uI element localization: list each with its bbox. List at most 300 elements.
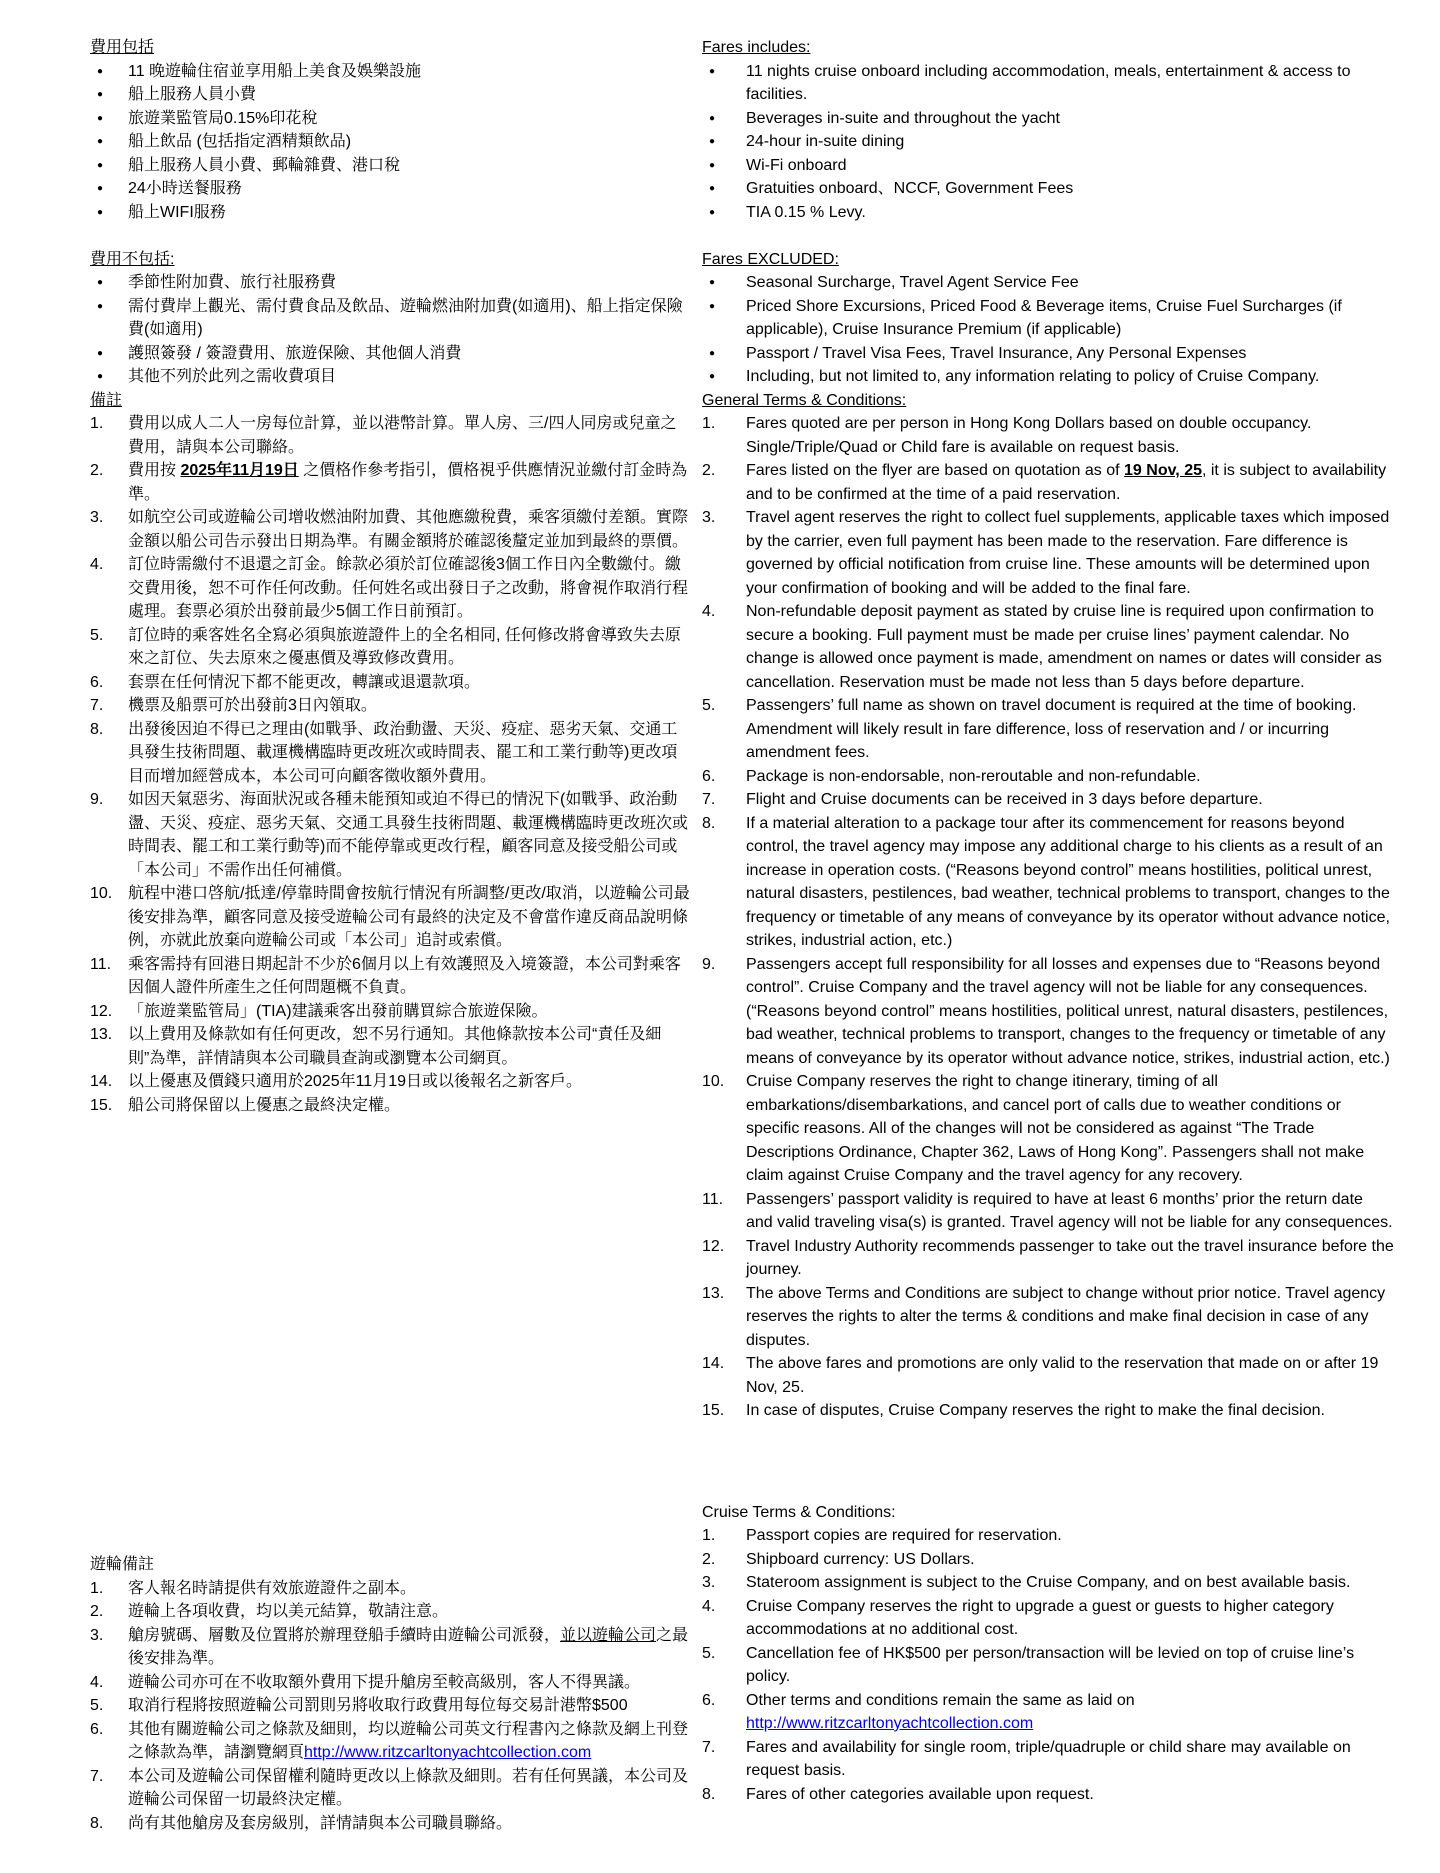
list-item xyxy=(90,201,692,225)
text-segment: 船上服務人員小費 xyxy=(128,86,257,103)
text-segment: 19 Nov, 25 xyxy=(1124,462,1202,479)
bullet-icon: ● xyxy=(97,65,104,77)
bullet-icon: ● xyxy=(97,183,104,194)
section-heading-text: Fares includes: xyxy=(702,39,811,56)
list-item xyxy=(702,600,1394,694)
list-item-text xyxy=(128,154,692,178)
list-number: 7. xyxy=(702,1738,716,1756)
text-segment: Seasonal Surcharge, Travel Agent Service Fee xyxy=(746,274,1079,291)
list-item xyxy=(702,107,1394,131)
text-segment: The above Terms and Conditions are subject to change without prior notice. Travel agency reserves the rights to alter the terms & conditions and make final decision in case of any disputes. xyxy=(746,1284,1390,1349)
text-segment: Fares of other categories available upon request. xyxy=(746,1785,1094,1803)
bullet-icon: ● xyxy=(97,277,104,288)
section-fares-includes xyxy=(702,36,1394,224)
bullet-icon: ● xyxy=(709,300,716,312)
list-item xyxy=(702,271,1394,295)
text-segment: 訂位時需繳付不退還之訂金。餘款必須於訂位確認後3個工作日內全數繳付。繳交費用後，恕不可作任何改動。任何姓名或出發日子之改動，將會視作取消行程處理。套票必須於出發前最少5個工作日前預訂。 xyxy=(128,556,689,620)
list-item-text xyxy=(128,553,692,624)
list-number: 4. xyxy=(702,603,716,620)
list-item-text xyxy=(746,1282,1394,1353)
list-item-text xyxy=(746,154,1394,178)
text-segment: Package is non-endorsable, non-reroutable and non-refundable. xyxy=(746,767,1201,785)
text-segment: 船公司將保留以上優惠之最終決定權。 xyxy=(128,1096,401,1114)
list-number: 12. xyxy=(702,1237,725,1255)
text-segment: Travel agent reserves the right to collect fuel supplements, applicable taxes which imposed by the carrier, even full payment has been made to the reservation. Fare difference is governed by official notification from cruise line. These amounts will be determined upon your confirmation of booking and will be added to the final fare. xyxy=(746,509,1394,597)
text-segment: Passport / Travel Visa Fees, Travel Insurance, Any Personal Expenses xyxy=(746,344,1247,362)
list-item-text xyxy=(128,107,692,131)
text-segment: If a material alteration to a package tour after its commencement for reasons beyond control, the travel agency may impose any additional charge to his clients as a result of an increase in operation costs. (“Reasons beyond control” means hostilities, political unrest, natural disasters, pestilences, bad weather, technical problems to transport, changes to the frequency or timetable of any means of conveyance by its operator without advance notice, strikes, industrial action, etc.) xyxy=(746,814,1395,949)
text-segment: 並以遊輪公司 xyxy=(560,1626,657,1644)
list-number: 4. xyxy=(90,556,104,573)
text-segment: 費用以成人二人一房每位計算，並以港幣計算。單人房、三/四人同房或兒童之費用，請與本公司聯絡。 xyxy=(128,415,677,456)
list-item xyxy=(90,1718,692,1765)
text-segment: Gratuities onboard、NCCF, Government Fees xyxy=(746,180,1074,197)
text-segment: 乘客需持有回港日期起計不少於6個月以上有效護照及入境簽證，本公司對乘客因個人證件所產生之任何問題概不負責。 xyxy=(128,955,681,996)
list-number: 2. xyxy=(702,462,716,479)
list-item xyxy=(702,177,1394,201)
list-item xyxy=(90,624,692,671)
text-segment: 船上WIFI服務 xyxy=(128,203,226,221)
list-item xyxy=(90,107,692,131)
list-item xyxy=(702,506,1394,600)
text-segment: 「旅遊業監管局」(TIA)建議乘客出發前購買綜合旅遊保險。 xyxy=(128,1002,548,1020)
text-segment: 旅遊業監管局0.15%印花稅 xyxy=(128,109,318,127)
list-item xyxy=(702,1642,1394,1689)
text-segment: Priced Shore Excursions, Priced Food & Beverage items, Cruise Fuel Surcharges (if applicable), Cruise Insurance Premium (if applicable) xyxy=(746,297,1347,338)
list-item xyxy=(90,882,692,953)
list-item xyxy=(90,1600,692,1624)
list-item xyxy=(90,788,692,882)
text-segment: Passengers’ passport validity is required to have at least 6 months’ prior the return date and valid traveling visa(s) is granted. Travel agency will not be liable for any consequences. xyxy=(746,1190,1393,1231)
text-segment: 2025年11月19日 xyxy=(180,462,299,479)
list-number: 4. xyxy=(702,1597,716,1615)
list-item xyxy=(90,130,692,154)
text-segment: 之最後安排為準。 xyxy=(128,1626,689,1667)
list-item xyxy=(702,788,1394,812)
text-segment: 遊輪上各項收費，均以美元結算，敬請注意。 xyxy=(128,1603,449,1620)
list-number: 8. xyxy=(702,814,716,832)
text-segment: Other terms and conditions remain the same as laid on xyxy=(746,1691,1140,1709)
list-number: 5. xyxy=(702,1644,716,1662)
section-heading-text: 遊輪備註 xyxy=(90,1556,155,1573)
list-item-text xyxy=(128,1577,692,1601)
list-item xyxy=(90,1577,692,1601)
list-item-text xyxy=(746,177,1394,201)
text-segment: TIA 0.15 % Levy. xyxy=(746,203,866,221)
bullet-icon: ● xyxy=(709,65,716,77)
list-number: 5. xyxy=(90,626,104,644)
list-item-text xyxy=(128,1070,692,1094)
list-number: 9. xyxy=(702,955,716,973)
list-item xyxy=(702,459,1394,506)
text-segment: 之價格作參考指引，價格視乎供應情況並繳付訂金時為準。 xyxy=(128,462,688,503)
list-item-text xyxy=(128,201,692,225)
text-segment: 船上服務人員小費、郵輪雜費、港口稅 xyxy=(128,156,401,174)
list-number: 15. xyxy=(702,1402,725,1419)
text-segment: Flight and Cruise documents can be received in 3 days before departure. xyxy=(746,791,1263,808)
list-item-text xyxy=(746,295,1394,342)
list-item xyxy=(702,130,1394,154)
text-segment: Cruise Company reserves the right to change itinerary, timing of all embarkations/disembarkations, and cancel port of calls due to weather conditions or specific reasons. All of the changes will not be considered as against “The Trade Descriptions Ordinance, Chapter 362, Laws of Hong Kong”. Passengers shall not make claim against Cruise Company and the travel agency for any recovery. xyxy=(746,1073,1369,1184)
list-item-text xyxy=(746,107,1394,131)
list-item-text xyxy=(746,506,1394,600)
list-item xyxy=(90,1765,692,1812)
list-item xyxy=(702,201,1394,225)
list-item xyxy=(90,365,692,389)
text-segment: Beverages in-suite and throughout the yacht xyxy=(746,109,1060,127)
list-item xyxy=(90,295,692,342)
list-item xyxy=(702,1595,1394,1642)
text-segment: 以上優惠及價錢只適用於2025年11月19日或以後報名之新客戶。 xyxy=(128,1073,583,1090)
list-item xyxy=(90,459,692,506)
list-number: 3. xyxy=(90,509,104,526)
text-segment: 24小時送餐服務 xyxy=(128,180,242,197)
list-item-text xyxy=(746,694,1394,765)
section-cruise-terms xyxy=(702,1501,1394,1807)
list-item xyxy=(702,412,1394,459)
list-item xyxy=(702,154,1394,178)
list-item-text xyxy=(128,342,692,366)
section-heading-text: General Terms & Conditions: xyxy=(702,391,907,409)
list-item-text xyxy=(746,1070,1394,1188)
text-segment: 如航空公司或遊輪公司增收燃油附加費、其他應繳稅費，乘客須繳付差額。實際金額以船公司告示發出日期為準。有關金額將於確認後釐定並加到最終的票價。 xyxy=(128,509,689,550)
list-item xyxy=(702,694,1394,765)
text-segment: Passengers accept full responsibility for all losses and expenses due to “Reasons beyond control”. Cruise Company and the travel agency will not be liable for any consequences. (“Reasons beyond control” means hostilities, political unrest, natural disasters, pestilences, bad weather, technical problems to transport, changes to the frequency or timetable of any means of conveyance by its operator without advance notice, strikes, industrial action, etc.) xyxy=(746,955,1393,1067)
section-heading-cruise-notes xyxy=(90,1553,692,1577)
text-segment: 11 晚遊輪住宿並享用船上美食及娛樂設施 xyxy=(128,62,422,80)
list-item-text xyxy=(746,459,1394,506)
list-item xyxy=(702,1736,1394,1783)
list-item-text xyxy=(746,1548,1394,1572)
list-item xyxy=(702,1352,1394,1399)
list-item xyxy=(90,154,692,178)
list-item xyxy=(90,1023,692,1070)
bullet-icon: ● xyxy=(97,136,104,147)
list-item-text xyxy=(746,1783,1394,1807)
list-number: 7. xyxy=(702,791,716,808)
text-segment: 訂位時的乘客姓名全寫必須與旅遊證件上的全名相同, 任何修改將會導致失去原來之訂位、失去原來之優惠價及導致修改費用。 xyxy=(128,626,681,667)
list-item-text xyxy=(128,459,692,506)
text-segment: 其他不列於此列之需收費項目 xyxy=(128,368,337,385)
list-number: 8. xyxy=(90,1814,104,1832)
section-heading-cruise-terms xyxy=(702,1501,1394,1525)
list-number: 14. xyxy=(702,1355,725,1372)
text-segment: 季節性附加費、旅行社服務費 xyxy=(128,274,337,291)
section-heading-fares-includes xyxy=(702,36,1394,60)
list-item xyxy=(90,506,692,553)
list-number: 2. xyxy=(90,1603,104,1620)
list-item xyxy=(90,83,692,107)
list-item-text xyxy=(128,671,692,695)
section-heading-text: 費用不包括: xyxy=(90,250,175,268)
list-item-text xyxy=(128,506,692,553)
text-segment: Cruise Company reserves the right to upgrade a guest or guests to higher category accommodations at no additional cost. xyxy=(746,1597,1339,1638)
text-segment: The above fares and promotions are only valid to the reservation that made on or after 19 Nov, 25. xyxy=(746,1355,1383,1396)
list-item xyxy=(702,1399,1394,1423)
bullet-icon: ● xyxy=(709,277,716,288)
list-item-text xyxy=(746,812,1394,953)
section-heading-text: Cruise Terms & Conditions: xyxy=(702,1503,896,1521)
list-item-text xyxy=(746,1571,1394,1595)
list-item-text xyxy=(746,1689,1394,1736)
bullet-icon: ● xyxy=(709,183,716,194)
section-heading-fees-excluded xyxy=(90,248,692,272)
list-item-text xyxy=(746,365,1394,389)
list-number: 11. xyxy=(702,1190,724,1208)
section-remarks xyxy=(90,389,692,1118)
section-general-terms xyxy=(702,389,1399,1423)
list-item-text xyxy=(128,271,692,295)
text-segment: 需付費岸上觀光、需付費食品及飲品、遊輪燃油附加費(如適用)、船上指定保險費(如適用) xyxy=(128,297,683,338)
list-item-text xyxy=(746,130,1394,154)
terms-url-link[interactable]: http://www.ritzcarltonyachtcollection.com xyxy=(746,1715,1034,1732)
section-heading-text: 費用包括 xyxy=(90,39,155,56)
list-item xyxy=(90,1094,692,1118)
list-item-text xyxy=(746,1235,1399,1282)
bullet-icon: ● xyxy=(709,347,716,359)
english-terms-column xyxy=(702,36,1399,1806)
list-number: 10. xyxy=(90,885,113,902)
list-item xyxy=(702,1282,1394,1353)
bullet-icon: ● xyxy=(97,206,104,218)
text-segment: 尚有其他艙房及套房級別，詳情請與本公司職員聯絡。 xyxy=(128,1814,513,1832)
list-item xyxy=(90,342,692,366)
list-number: 6. xyxy=(702,1691,716,1709)
text-segment: 機票及船票可於出發前3日內領取。 xyxy=(128,697,377,714)
list-item xyxy=(90,1671,692,1695)
text-segment: Fares quoted are per person in Hong Kong Dollars based on double occupancy. Single/Triple/Quad or Child fare is available on request basis. xyxy=(746,415,1316,456)
list-number: 12. xyxy=(90,1002,113,1020)
text-segment: 出發後因迫不得已之理由(如戰爭、政治動盪、天災、疫症、惡劣天氣、交通工具發生技術問題、載運機構臨時更改班次或時間表、罷工和工業行動等)更改項目而增加經營成本，本公司可向顧客徵收額外費用。 xyxy=(128,720,678,785)
list-item xyxy=(702,765,1394,789)
list-item-text xyxy=(128,718,692,789)
list-item-text xyxy=(128,1765,692,1812)
text-segment: Travel Industry Authority recommends passenger to take out the travel insurance before the journey. xyxy=(746,1237,1399,1278)
list-number: 9. xyxy=(90,791,104,808)
list-number: 8. xyxy=(702,1785,716,1803)
text-segment: 航程中港口啓航/抵達/停靠時間會按航行情況有所調整/更改/取消，以遊輪公司最後安排為準，顧客同意及接受遊輪公司有最終的決定及不會當作違反商品說明條例，亦就此放棄向遊輪公司或「本公司」追討或索償。 xyxy=(128,885,690,949)
list-item xyxy=(90,718,692,789)
text-segment: 費用按 xyxy=(128,462,181,479)
list-item xyxy=(90,1812,692,1836)
section-heading-fares-excluded xyxy=(702,248,1394,272)
list-item-text xyxy=(128,1000,692,1024)
list-item-text xyxy=(128,1718,692,1765)
list-item xyxy=(702,342,1394,366)
list-item-text xyxy=(128,1812,692,1836)
text-segment: , it is subject to availability and to be confirmed at the time of a paid reservation. xyxy=(746,462,1391,503)
list-item-text xyxy=(746,1595,1394,1642)
section-heading-general-terms xyxy=(702,389,1394,413)
list-item xyxy=(90,1694,692,1718)
list-item-text xyxy=(746,1642,1394,1689)
text-segment: 客人報名時請提供有效旅遊證件之副本。 xyxy=(128,1579,417,1597)
list-item xyxy=(702,1235,1399,1282)
list-number: 7. xyxy=(90,697,104,714)
list-item-text xyxy=(746,1736,1394,1783)
list-item-text xyxy=(128,1694,692,1718)
list-item xyxy=(90,412,692,459)
list-item-text xyxy=(128,1094,692,1118)
text-segment: Fares and availability for single room, triple/quadruple or child share may available on request basis. xyxy=(746,1738,1356,1779)
list-item-text xyxy=(746,342,1394,366)
list-item-text xyxy=(746,1188,1394,1235)
list-number: 10. xyxy=(702,1073,725,1090)
list-item-text xyxy=(128,1624,692,1671)
list-number: 13. xyxy=(702,1284,725,1302)
list-number: 5. xyxy=(90,1697,104,1714)
list-item xyxy=(90,953,692,1000)
list-item-text xyxy=(128,1023,692,1070)
text-segment: 護照簽發 / 簽證費用、旅遊保險、其他個人消費 xyxy=(128,344,462,362)
bullet-icon: ● xyxy=(97,159,104,171)
list-item-text xyxy=(746,412,1394,459)
list-number: 11. xyxy=(90,955,112,973)
list-item xyxy=(702,1783,1394,1807)
text-segment: Fares listed on the flyer are based on quotation as of xyxy=(746,462,1125,479)
list-number: 6. xyxy=(90,1720,104,1738)
section-heading-text: 備註 xyxy=(90,391,123,409)
bullet-icon: ● xyxy=(709,371,716,382)
list-number: 1. xyxy=(702,415,716,432)
list-item-text xyxy=(746,1352,1394,1399)
bullet-icon: ● xyxy=(97,112,104,124)
list-item xyxy=(90,1070,692,1094)
list-item xyxy=(702,60,1394,107)
list-number: 5. xyxy=(702,697,716,714)
text-segment: 24-hour in-suite dining xyxy=(746,133,905,150)
list-number: 14. xyxy=(90,1073,113,1090)
list-number: 3. xyxy=(90,1626,104,1644)
list-item-text xyxy=(128,177,692,201)
text-segment: 取消行程將按照遊輪公司罰則另將收取行政費用每位每交易計港幣$500 xyxy=(128,1697,628,1714)
text-segment: 11 nights cruise onboard including accommodation, meals, entertainment & access to facilities. xyxy=(746,62,1355,103)
list-number: 4. xyxy=(90,1673,104,1691)
bullet-icon: ● xyxy=(709,206,716,218)
list-item xyxy=(702,812,1394,953)
list-item-text xyxy=(128,882,692,953)
list-item-text xyxy=(746,271,1394,295)
list-item-text xyxy=(128,1600,692,1624)
text-segment: Shipboard currency: US Dollars. xyxy=(746,1550,975,1568)
list-item xyxy=(702,1548,1394,1572)
list-item-text xyxy=(746,765,1394,789)
bullet-icon: ● xyxy=(709,112,716,124)
list-item xyxy=(90,671,692,695)
list-number: 7. xyxy=(90,1767,104,1785)
list-number: 8. xyxy=(90,720,104,738)
list-number: 2. xyxy=(90,462,104,479)
list-item xyxy=(702,953,1394,1071)
list-item-text xyxy=(128,130,692,154)
list-item xyxy=(702,365,1394,389)
text-segment: Wi-Fi onboard xyxy=(746,156,847,174)
list-item-text xyxy=(128,365,692,389)
list-item-text xyxy=(746,60,1394,107)
text-segment: 其他有關遊輪公司之條款及細則，均以遊輪公司英文行程書內之條款及網上刊登之條款為準，請瀏覽網頁 xyxy=(128,1720,689,1761)
list-number: 3. xyxy=(702,509,716,526)
text-segment: 如因天氣惡劣、海面狀況或各種未能預知或迫不得已的情況下(如戰爭、政治動盪、天災、疫症、惡劣天氣、交通工具發生技術問題、載運機構臨時更改班次或時間表、罷工和工業行動等)而不能停靠或更改行程，顧客同意及接受船公司或「本公司」不需作出任何補償。 xyxy=(128,791,689,879)
list-item-text xyxy=(746,600,1394,694)
section-fees-included xyxy=(90,36,692,224)
list-item-text xyxy=(128,412,692,459)
bullet-icon: ● xyxy=(709,136,716,147)
list-item-text xyxy=(746,1399,1394,1423)
text-segment: 本公司及遊輪公司保留權利隨時更改以上條款及細則。若有任何異議，本公司及遊輪公司保留一切最終決定權。 xyxy=(128,1767,689,1808)
list-item xyxy=(90,177,692,201)
bullet-icon: ● xyxy=(97,300,104,312)
list-item xyxy=(702,1188,1394,1235)
list-number: 3. xyxy=(702,1574,716,1591)
list-item xyxy=(90,553,692,624)
list-item xyxy=(702,1070,1394,1188)
bullet-icon: ● xyxy=(97,371,104,382)
list-item xyxy=(90,271,692,295)
list-item-text xyxy=(128,953,692,1000)
list-item-text xyxy=(128,624,692,671)
list-number: 15. xyxy=(90,1096,113,1114)
list-number: 1. xyxy=(90,415,104,432)
list-item-text xyxy=(128,60,692,84)
section-heading-text: Fares EXCLUDED: xyxy=(702,250,839,268)
bullet-icon: ● xyxy=(97,89,104,100)
list-item-text xyxy=(746,201,1394,225)
list-item xyxy=(702,295,1394,342)
list-item-text xyxy=(746,1524,1394,1548)
text-segment: 艙房號碼、層數及位置將於辦理登船手續時由遊輪公司派發， xyxy=(128,1626,561,1644)
list-item-text xyxy=(128,295,692,342)
bullet-icon: ● xyxy=(709,159,716,171)
text-segment: Passengers’ full name as shown on travel document is required at the time of booking. Amendment will likely result in fare difference, loss of reservation and / or incurring amendment fees. xyxy=(746,697,1360,761)
text-segment: 以上費用及條款如有任何更改，恕不另行通知。其他條款按本公司“責任及細則”為準，詳情請與本公司職員查詢或瀏覽本公司網頁。 xyxy=(128,1026,662,1067)
list-number: 13. xyxy=(90,1026,113,1043)
list-item xyxy=(90,1624,692,1671)
text-segment: Stateroom assignment is subject to the Cruise Company, and on best available basis. xyxy=(746,1574,1351,1591)
text-segment: Cancellation fee of HK$500 per person/transaction will be levied on top of cruise line’s policy. xyxy=(746,1644,1359,1685)
text-segment: Passport copies are required for reservation. xyxy=(746,1527,1062,1544)
list-number: 2. xyxy=(702,1550,716,1568)
list-item xyxy=(702,1689,1394,1736)
section-fares-excluded xyxy=(702,248,1394,389)
section-fees-excluded xyxy=(90,248,692,389)
list-item-text xyxy=(128,1671,692,1695)
text-segment: 遊輪公司亦可在不收取額外費用下提升艙房至較高級別，客人不得異議。 xyxy=(128,1673,641,1691)
list-number: 6. xyxy=(702,767,716,785)
list-item-text xyxy=(746,953,1394,1071)
section-heading-fees-included xyxy=(90,36,692,60)
list-number: 1. xyxy=(702,1527,716,1544)
list-item-text xyxy=(746,788,1394,812)
text-segment: Non-refundable deposit payment as stated by cruise line is required upon confirmation to secure a booking. Full payment must be made per cruise lines’ payment calendar. No change is allowed once payment is made, amendment on names or dates will consider as cancellation. Reservation must be made not less than 5 days before departure. xyxy=(746,603,1387,691)
list-item xyxy=(702,1571,1394,1595)
list-item xyxy=(90,60,692,84)
section-cruise-notes xyxy=(90,1553,692,1835)
list-number: 6. xyxy=(90,673,104,691)
section-heading-remarks xyxy=(90,389,692,413)
bullet-icon: ● xyxy=(97,347,104,359)
list-item xyxy=(90,1000,692,1024)
chinese-terms-column xyxy=(90,36,692,1835)
list-item-text xyxy=(128,788,692,882)
list-item xyxy=(90,694,692,718)
list-number: 1. xyxy=(90,1579,104,1597)
text-segment: 船上飲品 (包括指定酒精類飲品) xyxy=(128,133,352,150)
text-segment: In case of disputes, Cruise Company reserves the right to make the final decision. xyxy=(746,1402,1325,1419)
terms-url-link[interactable]: http://www.ritzcarltonyachtcollection.com xyxy=(304,1744,592,1761)
list-item xyxy=(702,1524,1394,1548)
list-item-text xyxy=(128,694,692,718)
text-segment: Including, but not limited to, any information relating to policy of Cruise Company. xyxy=(746,368,1320,385)
